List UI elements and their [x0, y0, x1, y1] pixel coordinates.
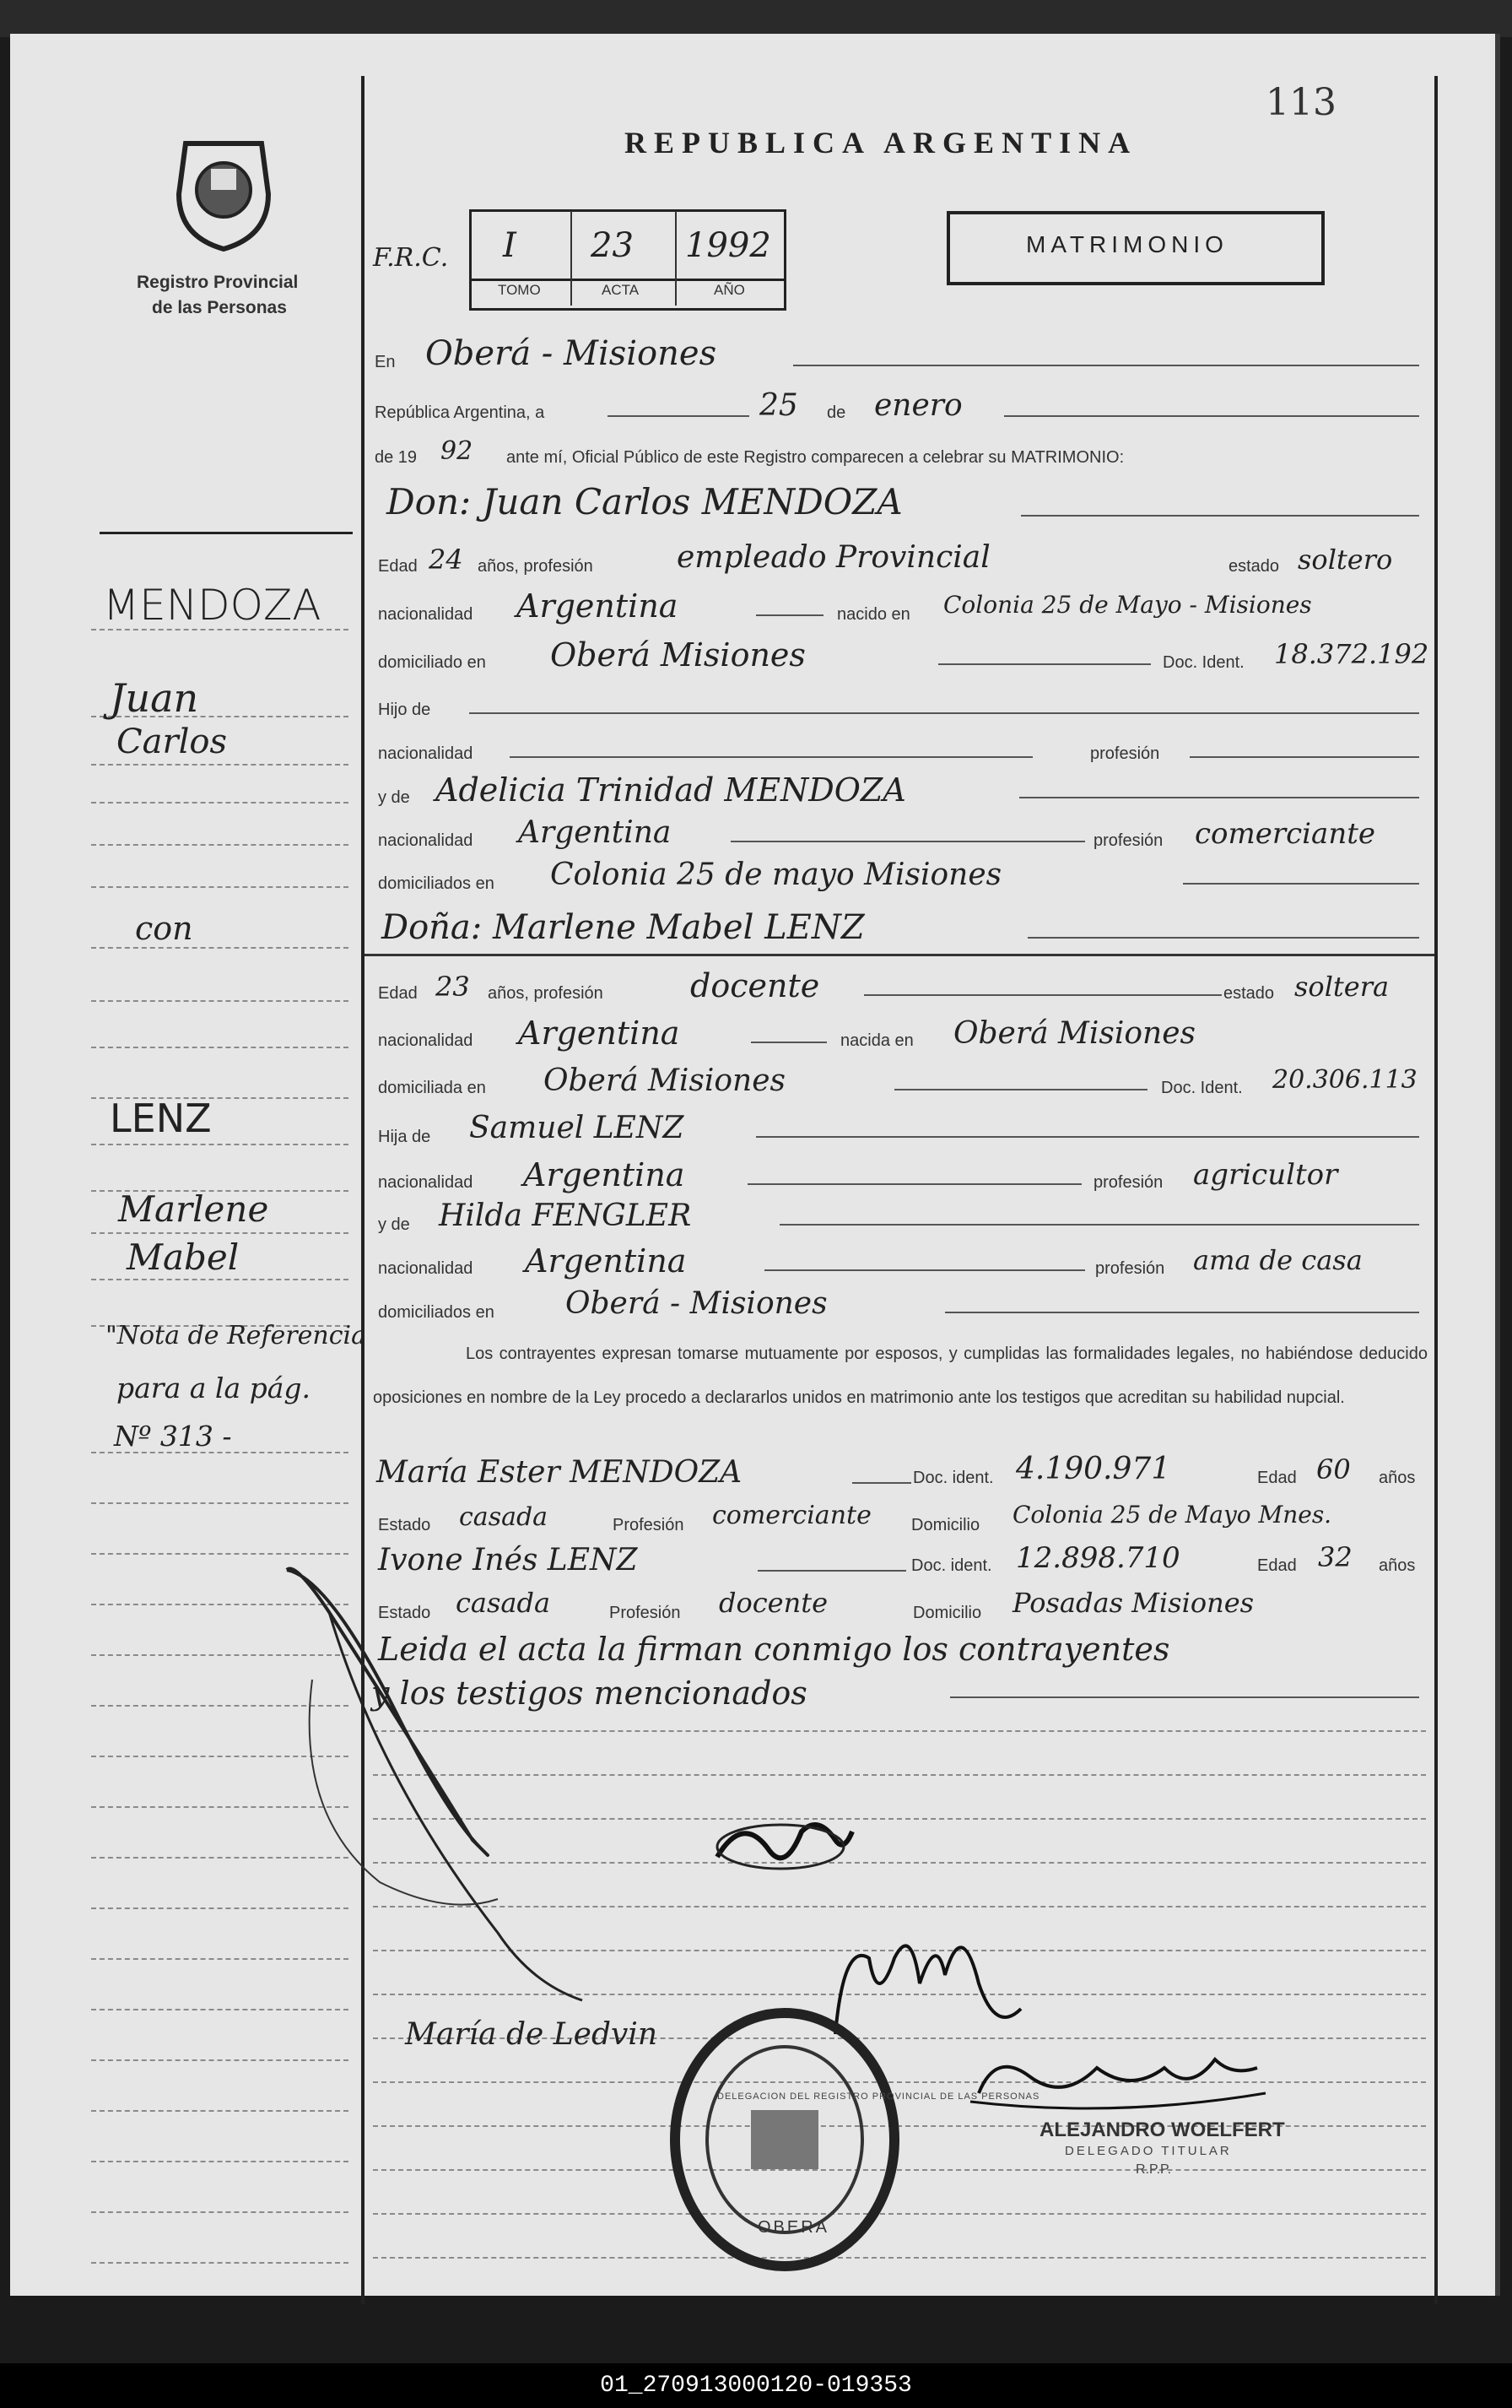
frc-cell-divider-1: [570, 211, 572, 306]
rule-mother: [1019, 797, 1419, 798]
rule-hijo-de: [469, 712, 1419, 714]
label-domiciliada-en: domiciliada en: [378, 1079, 486, 1097]
value-month: enero: [874, 388, 963, 423]
document-type: MATRIMONIO: [1026, 231, 1228, 257]
witness1-estado: casada: [459, 1502, 548, 1532]
country-title: REPUBLICA ARGENTINA: [624, 126, 1138, 160]
label-hija-de: Hija de: [378, 1128, 431, 1146]
value-bride-estado: soltera: [1294, 971, 1390, 1003]
rule-groom-nac: [756, 614, 824, 616]
rule-bride-dom: [894, 1089, 1148, 1090]
value-groom-mother-prof: comerciante: [1195, 817, 1375, 851]
frc-table-divider: [469, 279, 785, 281]
rule-place: [793, 365, 1419, 366]
label-domiciliado-en: domiciliado en: [378, 653, 486, 672]
value-bride-mother-prof: ama de casa: [1193, 1244, 1363, 1276]
value-groom-prof: empleado Provincial: [677, 540, 991, 575]
witness2-name: Ivone Inés LENZ: [378, 1543, 638, 1577]
margin-bride-given1: Marlene: [118, 1188, 269, 1230]
witness1-dom-label: Domicilio: [911, 1516, 980, 1534]
official-abbr: R.P.P.: [1136, 2162, 1172, 2177]
label-nacionalidad: nacionalidad: [378, 831, 473, 850]
label-nacionalidad: nacionalidad: [378, 1031, 473, 1050]
rule-father-nac: [510, 756, 1033, 758]
value-groom-born: Colonia 25 de Mayo - Misiones: [943, 591, 1312, 619]
official-signature: [962, 2043, 1282, 2127]
witness2-estado-label: Estado: [378, 1604, 431, 1622]
value-bride-parents-dom: Oberá - Misiones: [565, 1286, 828, 1321]
tomo-label: TOMO: [498, 282, 541, 298]
rule-month: [1004, 415, 1419, 417]
rule-groom: [1021, 515, 1419, 517]
label-estado: estado: [1223, 984, 1275, 1003]
tomo-value: I: [503, 226, 516, 265]
registry-name-line2: de las Personas: [152, 298, 287, 317]
label-ante: ante mí, Oficial Público de este Registro comparecen a celebrar su MATRIMONIO:: [506, 448, 1125, 467]
registry-seal-icon: [169, 135, 278, 253]
witness1-dom: Colonia 25 de Mayo Mnes.: [1012, 1501, 1332, 1529]
value-bride-doc: 20.306.113: [1272, 1065, 1418, 1095]
label-nacionalidad: nacionalidad: [378, 744, 473, 763]
official-name: ALEJANDRO WOELFERT: [1040, 2118, 1285, 2141]
rule-day-lead: [608, 415, 749, 417]
witness1-anos-label: años: [1379, 1469, 1416, 1487]
label-doc-ident: Doc. Ident.: [1161, 1079, 1243, 1097]
frc-cell-divider-2: [675, 211, 677, 306]
witness-signature: [709, 1806, 861, 1882]
label-anos-prof: años, profesión: [478, 557, 593, 576]
margin-header-rule: [100, 532, 353, 534]
value-groom-mother-nac: Argentina: [518, 815, 672, 850]
acta-value: 23: [591, 226, 634, 265]
declaration-paragraph: [373, 1332, 1428, 1420]
witness2-prof-label: Profesión: [609, 1604, 681, 1622]
value-bride-mother-nac: Argentina: [525, 1242, 687, 1280]
rule-mother-nac: [731, 841, 1085, 842]
label-estado: estado: [1228, 557, 1280, 576]
value-bride-father-prof: agricultor: [1193, 1158, 1338, 1192]
right-border: [1434, 76, 1438, 2304]
value-bride-mother: Hilda FENGLER: [439, 1199, 692, 1233]
label-de: de: [827, 403, 846, 422]
margin-bride-given2: Mabel: [127, 1236, 240, 1278]
stamp-ring-text: DELEGACION DEL REGISTRO PROVINCIAL DE LAS PERSONAS: [717, 2091, 1040, 2102]
rule-bride-parents-dom: [945, 1312, 1419, 1313]
label-anos-prof: años, profesión: [488, 984, 603, 1003]
label-nacionalidad: nacionalidad: [378, 1259, 473, 1278]
witness2-doc-label: Doc. ident.: [911, 1556, 992, 1575]
label-doc-ident: Doc. Ident.: [1163, 653, 1245, 672]
margin-note-line1: "Nota de Referencia: [105, 1321, 366, 1350]
rule-bride-mother: [780, 1224, 1419, 1226]
registry-name-line1: Registro Provincial: [137, 273, 299, 292]
value-bride-dom: Oberá Misiones: [543, 1063, 786, 1098]
label-edad: Edad: [378, 557, 418, 576]
scan-background: [0, 0, 1512, 37]
value-groom-nac: Argentina: [516, 587, 678, 625]
margin-groom-surname: MENDOZA: [103, 581, 321, 630]
rule-bride-nac: [751, 1042, 827, 1043]
declaration-text: Los contrayentes expresan tomarse mutuamente por esposos, y cumplidas las formalidades legales, no habiéndose deducido oposiciones en nombre de la Ley procedo a declararlos unidos en matrimonio ante los testigos que acreditan su habilidad nupcial.: [373, 1345, 1428, 1407]
label-domiciliados-en: domiciliados en: [378, 874, 494, 893]
margin-rule: [91, 844, 348, 846]
witness1-age: 60: [1316, 1453, 1351, 1485]
witness2-estado: casada: [456, 1587, 551, 1619]
label-profesion: profesión: [1094, 1173, 1164, 1192]
rule-witness1: [852, 1482, 911, 1484]
value-groom-doc: 18.372.192: [1274, 638, 1429, 670]
label-nacida-en: nacida en: [840, 1031, 914, 1050]
label-de-year: de 19: [375, 448, 418, 467]
margin-rule: [91, 1000, 348, 1002]
label-edad: Edad: [378, 984, 418, 1003]
margin-rule: [91, 802, 348, 804]
rule-father-prof: [1190, 756, 1419, 758]
witness1-age-label: Edad: [1257, 1469, 1297, 1487]
rule-groom-dom: [938, 663, 1151, 665]
rule-bride-prof: [864, 994, 1222, 996]
value-bride-prof: docente: [690, 967, 820, 1004]
label-nacionalidad: nacionalidad: [378, 605, 473, 624]
margin-rule: [91, 886, 348, 888]
value-groom-estado: soltero: [1298, 544, 1393, 576]
margin-con: con: [135, 910, 193, 947]
witness2-dom-label: Domicilio: [913, 1604, 982, 1622]
acta-label: ACTA: [602, 282, 640, 298]
margin-rule: [91, 1047, 348, 1048]
value-bride-father-nac: Argentina: [523, 1156, 685, 1193]
anio-label: AÑO: [714, 282, 745, 298]
label-nacido-en: nacido en: [837, 605, 910, 624]
official-title: DELEGADO TITULAR: [1065, 2144, 1232, 2158]
margin-rule: [91, 2211, 348, 2213]
value-year: 92: [440, 436, 473, 466]
value-groom-mother: Adelicia Trinidad MENDOZA: [435, 771, 906, 809]
label-en: En: [375, 353, 396, 371]
closing-line1: Leida el acta la firman conmigo los contrayentes: [378, 1631, 1170, 1668]
label-domiciliados-en: domiciliados en: [378, 1303, 494, 1322]
scan-id-bar: [0, 2363, 1512, 2408]
witness1-doc-label: Doc. ident.: [913, 1469, 994, 1487]
label-hijo-de: Hijo de: [378, 701, 431, 719]
label-profesion: profesión: [1095, 1259, 1165, 1278]
margin-rule: [91, 1553, 348, 1555]
margin-bride-surname: LENZ: [110, 1096, 212, 1141]
rule-closing: [950, 1696, 1419, 1698]
witness1-prof: comerciante: [712, 1501, 872, 1530]
witness2-prof: docente: [719, 1587, 829, 1619]
rule-witness2: [758, 1570, 906, 1572]
label-y-de: y de: [378, 1215, 410, 1234]
witness2-age-label: Edad: [1257, 1556, 1297, 1575]
margin-rule: [91, 1502, 348, 1504]
value-bride: Doña: Marlene Mabel LENZ: [381, 908, 865, 947]
witness2-doc: 12.898.710: [1016, 1541, 1180, 1575]
witness2-dom: Posadas Misiones: [1012, 1587, 1255, 1619]
margin-groom-given1: Juan: [110, 675, 199, 721]
value-groom: Don: Juan Carlos MENDOZA: [386, 481, 903, 522]
value-bride-age: 23: [435, 971, 470, 1003]
margin-note-line2: para a la pág.: [116, 1372, 311, 1404]
margin-rule: [91, 1279, 348, 1280]
value-groom-dom: Oberá Misiones: [550, 636, 806, 674]
witness1-prof-label: Profesión: [613, 1516, 684, 1534]
margin-rule: [91, 1144, 348, 1145]
closing-line2: y los testigos mencionados: [371, 1675, 807, 1712]
margin-note-line3: Nº 313 -: [114, 1420, 232, 1453]
witness1-estado-label: Estado: [378, 1516, 431, 1534]
rule-bride-separator: [364, 954, 1434, 956]
value-day: 25: [759, 388, 798, 423]
value-place: Oberá - Misiones: [425, 334, 717, 373]
rule-parents-dom: [1183, 883, 1419, 885]
large-signature-stroke: [278, 1561, 700, 2068]
label-profesion: profesión: [1094, 831, 1164, 850]
label-nacionalidad: nacionalidad: [378, 1173, 473, 1192]
witness2-age: 32: [1318, 1541, 1353, 1573]
margin-rule: [91, 764, 348, 766]
stamp-city: OBERA: [758, 2218, 830, 2237]
rule-bride-mother-nac: [764, 1269, 1085, 1271]
value-groom-parents-dom: Colonia 25 de mayo Misiones: [550, 858, 1002, 892]
frc-label: F.R.C.: [373, 243, 449, 273]
margin-rule: [91, 2110, 348, 2112]
value-bride-father: Samuel LENZ: [469, 1111, 684, 1145]
margin-rule: [91, 1232, 348, 1234]
margin-rule: [91, 2262, 348, 2264]
anio-value: 1992: [685, 226, 771, 265]
witness-signature-name: María de Ledvin: [405, 2017, 658, 2052]
rule-bride-father: [756, 1136, 1419, 1138]
label-y-de: y de: [378, 788, 410, 807]
margin-rule: [91, 947, 348, 949]
rule-bride: [1028, 937, 1419, 939]
witness1-name: María Ester MENDOZA: [376, 1455, 742, 1490]
label-profesion: profesión: [1090, 744, 1160, 763]
margin-rule: [91, 2161, 348, 2162]
rule-bride-father-nac: [748, 1183, 1082, 1185]
scan-id: 01_270913000120-019353: [600, 2373, 912, 2399]
value-groom-age: 24: [429, 544, 463, 576]
value-bride-born: Oberá Misiones: [953, 1016, 1196, 1051]
value-bride-nac: Argentina: [518, 1015, 680, 1052]
margin-groom-given2: Carlos: [116, 722, 227, 761]
witness2-anos-label: años: [1379, 1556, 1416, 1575]
label-republica: República Argentina, a: [375, 403, 545, 422]
page-number: 113: [1266, 81, 1336, 124]
witness1-doc: 4.190.971: [1016, 1452, 1171, 1486]
